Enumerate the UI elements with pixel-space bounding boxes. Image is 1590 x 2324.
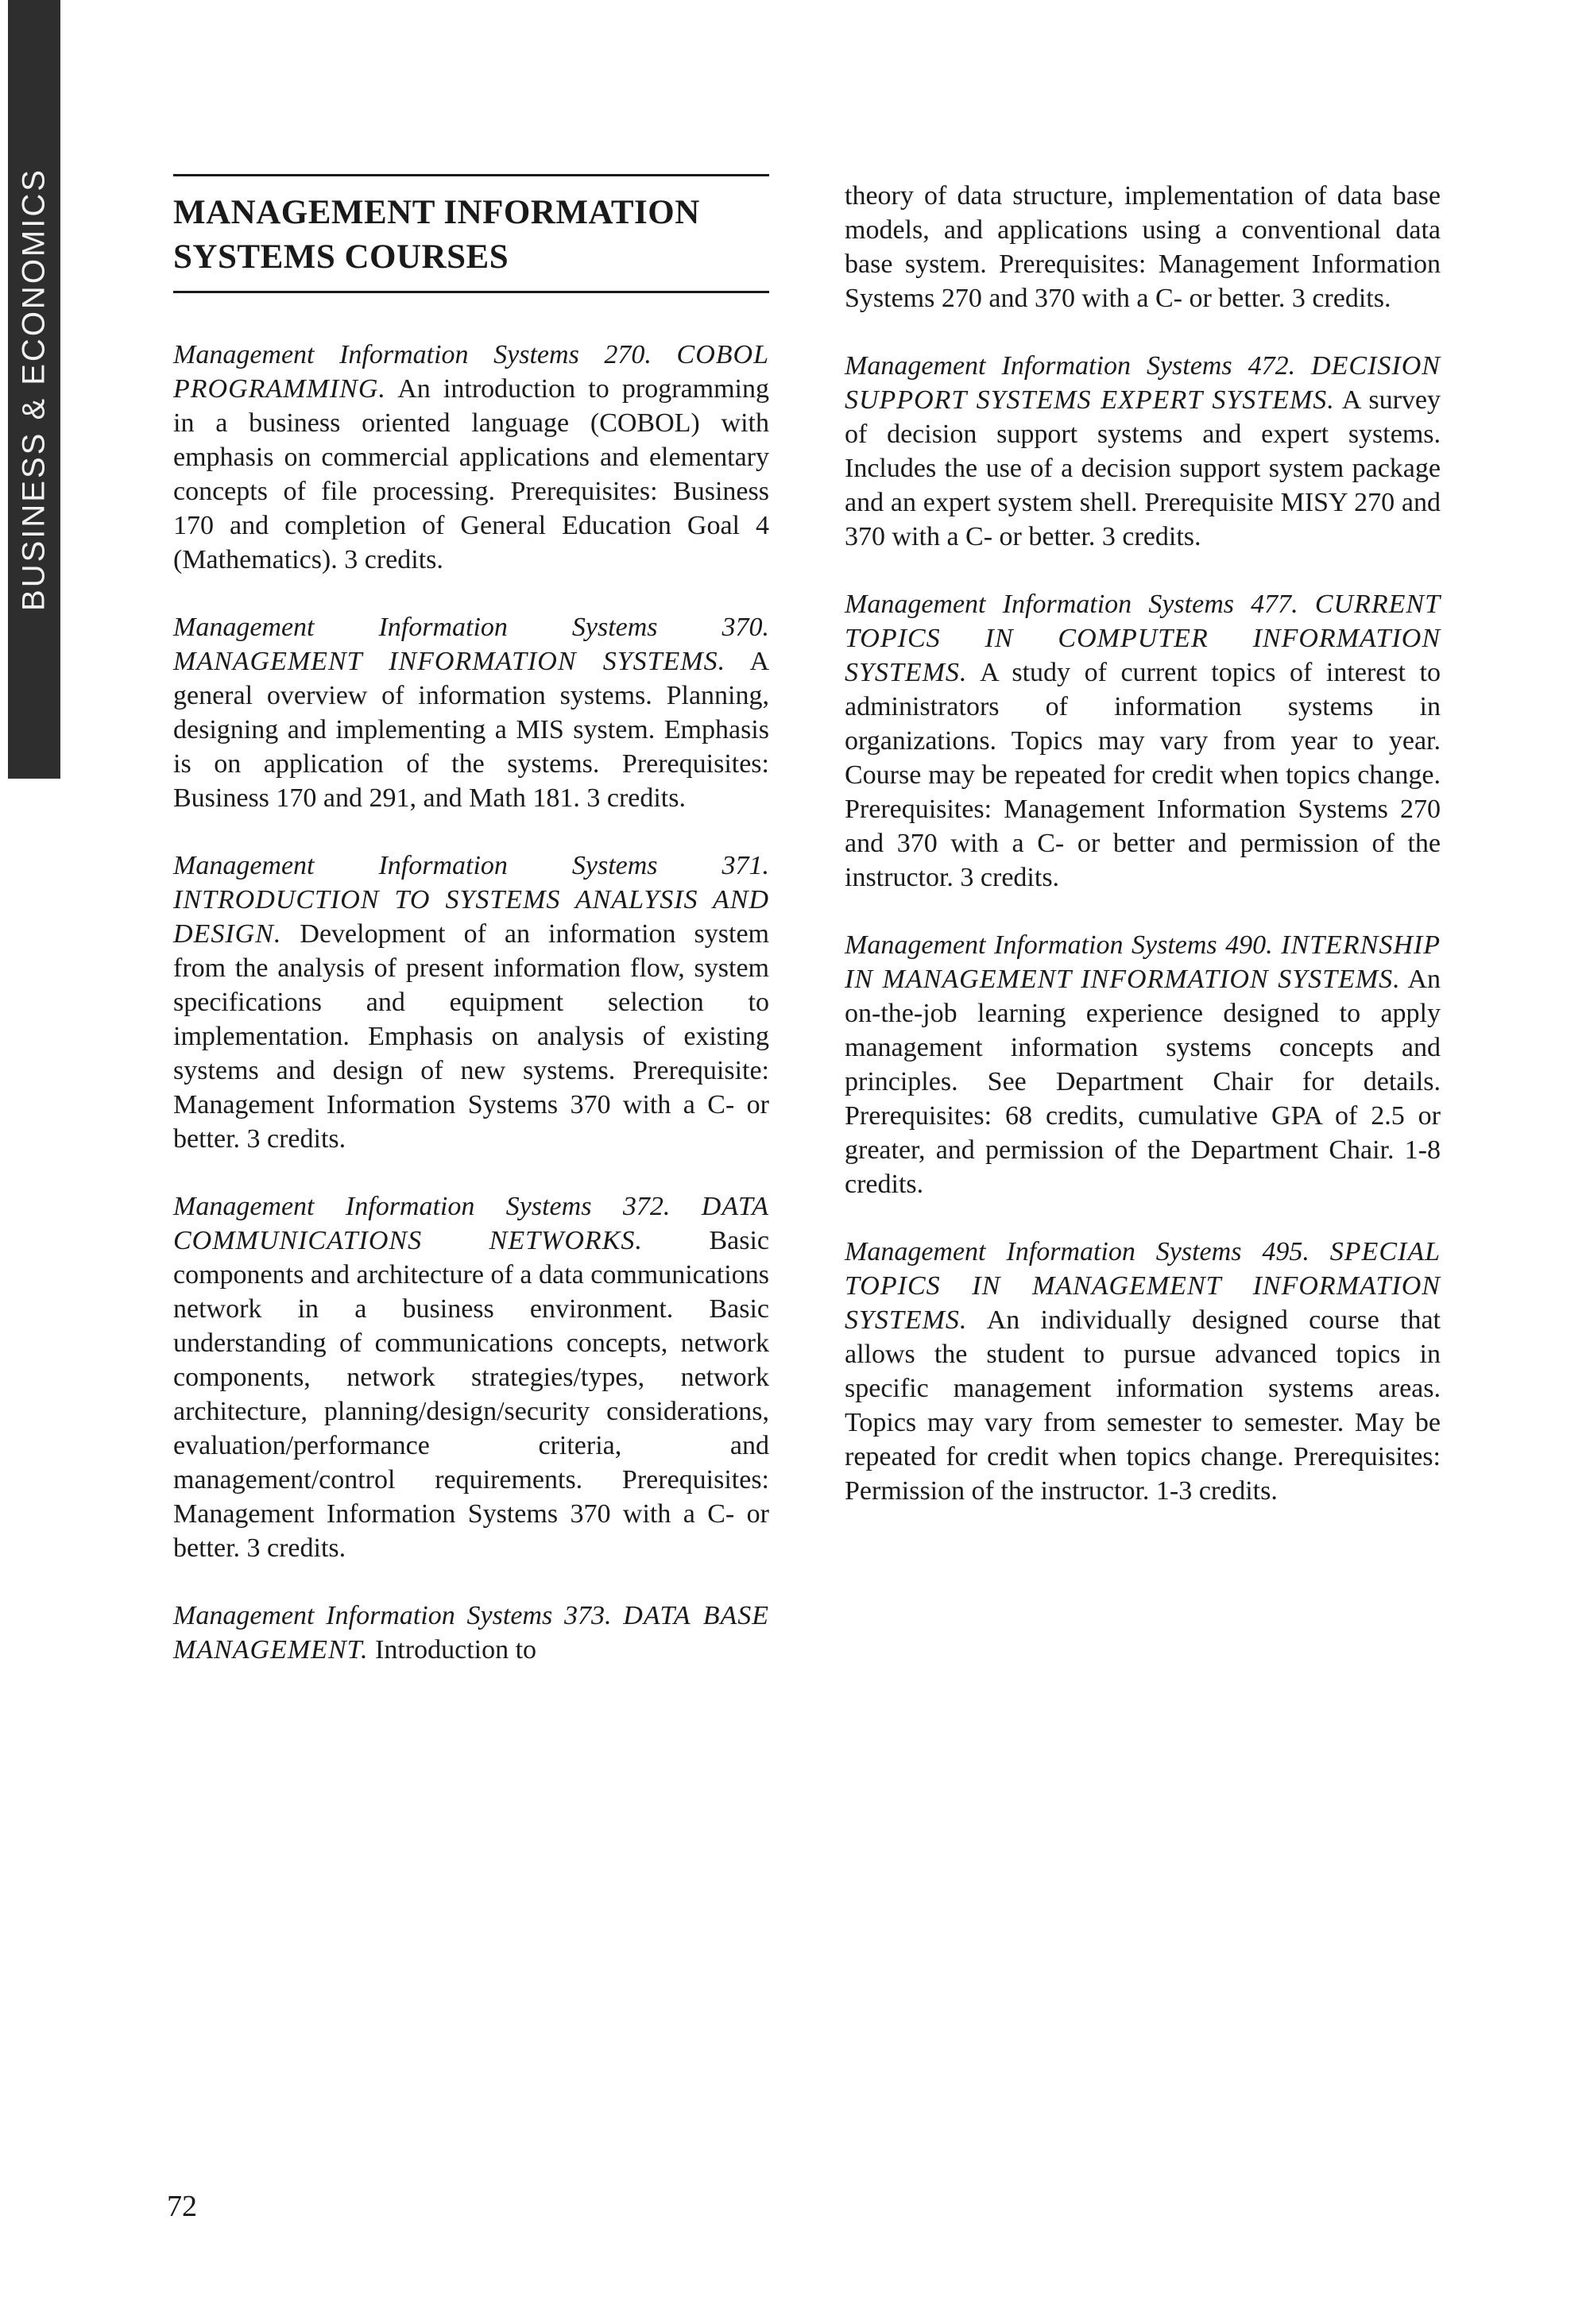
section-title-line1: MANAGEMENT INFORMATION	[173, 194, 700, 231]
course-heading: Management Information Systems 372.	[173, 1192, 671, 1221]
course-mis-477	[845, 587, 1441, 895]
course-mis-373-continued	[845, 179, 1441, 315]
course-mis-490	[845, 928, 1441, 1201]
course-mis-373	[173, 1599, 769, 1667]
course-heading: Management Information Systems 490.	[845, 930, 1273, 960]
course-title: INTRODUCTION TO SYSTEMS ANALYSIS AND DESIGN.	[173, 885, 769, 949]
course-heading: Management Information Systems 477.	[845, 590, 1298, 619]
course-heading: Management Information Systems 370.	[173, 613, 769, 642]
course-mis-371	[173, 849, 769, 1156]
course-heading: Management Information Systems 373.	[173, 1601, 612, 1630]
course-description: Basic components and architecture of a data communications network in a business environment. Basic understanding of communications concepts, network components, network strategies/types, network architecture, planning/design/security considerations, evaluation/performance criteria, and management/control requirements. Prerequisites: Management Information Systems 370 with a C- or better. 3 credits.	[173, 1226, 769, 1563]
course-description: An individually designed course that allows the student to pursue advanced topics in specific management information systems areas. Topics may vary from semester to semester. May be repeated for credit when topics change. Prerequisites: Permission of the instructor. 1-3 credits.	[845, 1305, 1441, 1506]
course-mis-472	[845, 349, 1441, 554]
course-title: MANAGEMENT INFORMATION SYSTEMS.	[173, 647, 726, 676]
section-heading	[173, 174, 769, 293]
course-description: An on-the-job learning experience designed to apply management information systems concepts and principles. See Department Chair for details. Prerequisites: 68 credits, cumulative GPA of 2.5 or greater, and permission of the Department Chair. 1-8 credits.	[845, 965, 1441, 1199]
left-column	[173, 163, 769, 1700]
course-description: An introduction to programming in a business oriented language (COBOL) with emphasis on commercial applications and elementary concepts of file processing. Prerequisites: Business 170 and completion of General Education Goal 4 (Mathematics). 3 credits.	[173, 374, 770, 574]
course-heading: Management Information Systems 371.	[173, 851, 769, 880]
course-description: Development of an information system from the analysis of present information flow, system specifications and equipment selection to implementation. Emphasis on analysis of existing systems and design of new systems. Prerequisite: Management Information Systems 370 with a C- or better. 3 credits.	[173, 919, 770, 1154]
course-title: CURRENT TOPICS IN COMPUTER INFORMATION SYSTEMS.	[845, 590, 1441, 687]
course-title: DECISION SUPPORT SYSTEMS EXPERT SYSTEMS.	[845, 351, 1441, 415]
course-description-continued: theory of data structure, implementation of data base models, and applications using a conventional data base system. Prerequisites: Management Information Systems 270 and 370 with a C- or better. 3 credits.	[845, 181, 1441, 313]
course-description: A study of current topics of interest to administrators of information systems in organizations. Topics may vary from year to year. Course may be repeated for credit when topics change. Prerequisites: Management Information Systems 270 and 370 with a C- or better and permission of the instructor. 3 credits.	[845, 658, 1441, 892]
course-heading: Management Information Systems 270.	[173, 340, 652, 369]
side-tab-label: BUSINESS & ECONOMICS	[16, 168, 52, 611]
course-description: A survey of decision support systems and expert systems. Includes the use of a decision support system package and an expert system shell. Prerequisite MISY 270 and 370 with a C- or better. 3 credits.	[845, 385, 1441, 551]
right-column	[845, 179, 1441, 1541]
course-description: A general overview of information systems. Planning, designing and implementing a MIS system. Emphasis is on application of the systems. Prerequisites: Business 170 and 291, and Math 181. 3 credits.	[173, 647, 770, 813]
course-heading: Management Information Systems 495.	[845, 1237, 1310, 1266]
course-title: SPECIAL TOPICS IN MANAGEMENT INFORMATION SYSTEMS.	[845, 1237, 1441, 1335]
course-title: INTERNSHIP IN MANAGEMENT INFORMATION SYSTEMS.	[845, 930, 1441, 994]
course-title: DATA COMMUNICATIONS NETWORKS.	[173, 1192, 769, 1255]
section-side-tab	[8, 0, 60, 779]
section-title	[173, 191, 769, 280]
course-mis-370	[173, 610, 769, 815]
course-heading: Management Information Systems 472.	[845, 351, 1296, 381]
course-mis-495	[845, 1235, 1441, 1508]
course-description: Introduction to	[375, 1635, 537, 1665]
course-title: DATA BASE MANAGEMENT.	[173, 1601, 769, 1665]
course-mis-372	[173, 1189, 769, 1565]
page-number: 72	[167, 2190, 197, 2223]
course-title: COBOL PROGRAMMING.	[173, 340, 769, 404]
section-title-line2: SYSTEMS COURSES	[173, 238, 509, 276]
course-mis-270	[173, 338, 769, 577]
